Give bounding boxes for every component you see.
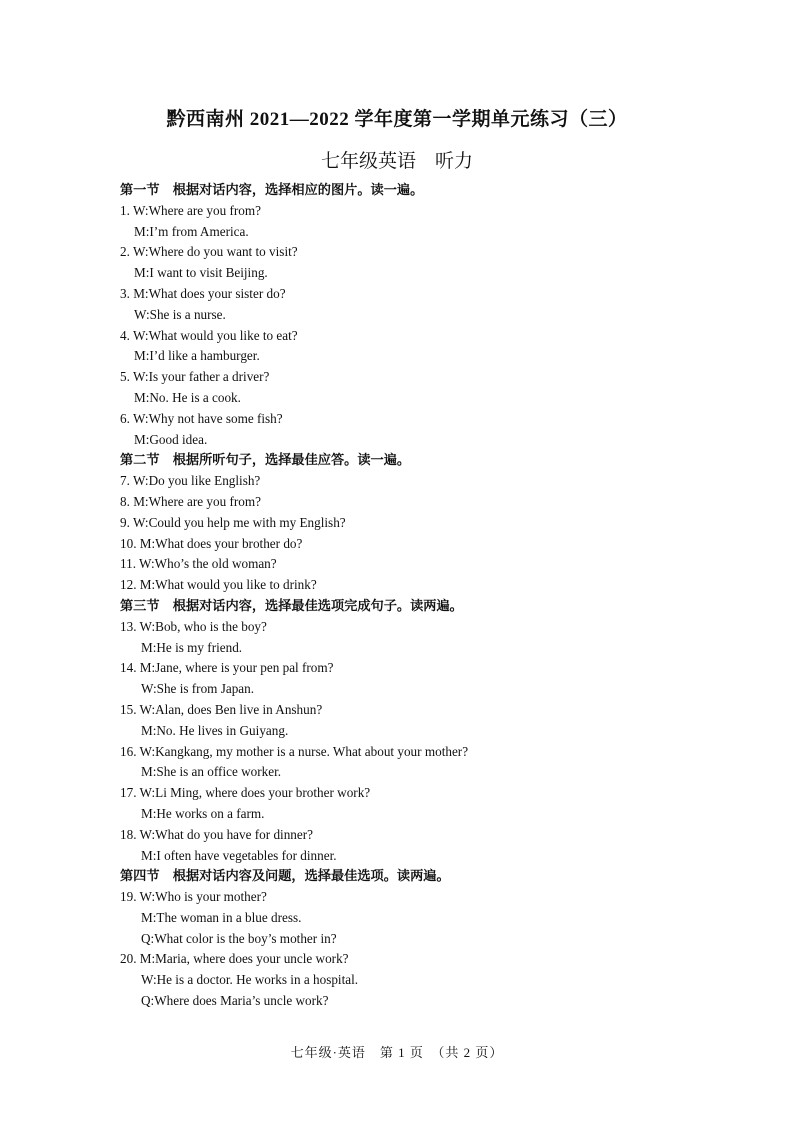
- transcript-line: 8. M:Where are you from?: [120, 493, 261, 509]
- transcript-line: M:He is my friend.: [141, 639, 243, 655]
- transcript-line: 1. W:Where are you from?: [120, 202, 261, 218]
- transcript-line: M:No. He is a cook.: [134, 389, 241, 405]
- transcript-line: 20. M:Maria, where does your uncle work?: [120, 951, 349, 967]
- transcript-line: 13. W:Bob, who is the boy?: [120, 618, 267, 634]
- transcript-line: M:I’d like a hamburger.: [134, 348, 260, 364]
- transcript-line: M:No. He lives in Guiyang.: [141, 722, 289, 738]
- transcript-line: M:Good idea.: [134, 431, 208, 447]
- transcript-line: M:I often have vegetables for dinner.: [141, 847, 337, 863]
- transcript-line: 18. W:What do you have for dinner?: [120, 826, 313, 842]
- transcript-line: M:She is an office worker.: [141, 764, 282, 780]
- transcript-line: 9. W:Could you help me with my English?: [120, 514, 346, 530]
- transcript-line: Q:What color is the boy’s mother in?: [141, 930, 337, 946]
- transcript-line: 6. W:Why not have some fish?: [120, 410, 283, 426]
- document-subtitle: 七年级英语 听力: [320, 151, 473, 172]
- transcript-line: W:She is a nurse.: [134, 306, 226, 322]
- transcript-line: W:She is from Japan.: [141, 681, 255, 697]
- transcript-line: 10. M:What does your brother do?: [120, 535, 303, 551]
- page-footer: 七年级·英语 第 1 页 （共 2 页）: [290, 1045, 504, 1060]
- document-title: 黔西南州 2021—2022 学年度第一学期单元练习（三）: [166, 109, 628, 130]
- transcript-line: M:I’m from America.: [134, 223, 249, 239]
- transcript-line: 3. M:What does your sister do?: [120, 285, 286, 301]
- transcript-line: M:He works on a farm.: [141, 805, 265, 821]
- section-heading: 第二节 根据所听句子，选择最佳应答。读一遍。: [120, 452, 411, 468]
- transcript-body: [120, 180, 720, 1012]
- transcript-line: 7. W:Do you like English?: [120, 473, 261, 489]
- transcript-line: Q:Where does Maria’s uncle work?: [141, 993, 329, 1009]
- transcript-line: 5. W:Is your father a driver?: [120, 369, 270, 385]
- transcript-line: 11. W:Who’s the old woman?: [120, 556, 277, 572]
- section-heading: 第三节 根据对话内容，选择最佳选项完成句子。读两遍。: [120, 597, 463, 613]
- transcript-line: 4. W:What would you like to eat?: [120, 327, 298, 343]
- transcript-line: 14. M:Jane, where is your pen pal from?: [120, 660, 334, 676]
- transcript-line: 2. W:Where do you want to visit?: [120, 244, 298, 260]
- transcript-line: 17. W:Li Ming, where does your brother work?: [120, 785, 371, 801]
- transcript-line: W:He is a doctor. He works in a hospital.: [141, 972, 359, 988]
- transcript-line: 16. W:Kangkang, my mother is a nurse. What about your mother?: [120, 743, 469, 759]
- transcript-line: M:I want to visit Beijing.: [134, 265, 268, 281]
- transcript-line: 15. W:Alan, does Ben live in Anshun?: [120, 701, 323, 717]
- transcript-line: M:The woman in a blue dress.: [141, 909, 302, 925]
- transcript-line: 19. W:Who is your mother?: [120, 889, 267, 905]
- section-heading: 第四节 根据对话内容及问题，选择最佳选项。读两遍。: [120, 868, 450, 884]
- transcript-line: 12. M:What would you like to drink?: [120, 577, 317, 593]
- section-heading: 第一节 根据对话内容，选择相应的图片。读一遍。: [120, 182, 424, 197]
